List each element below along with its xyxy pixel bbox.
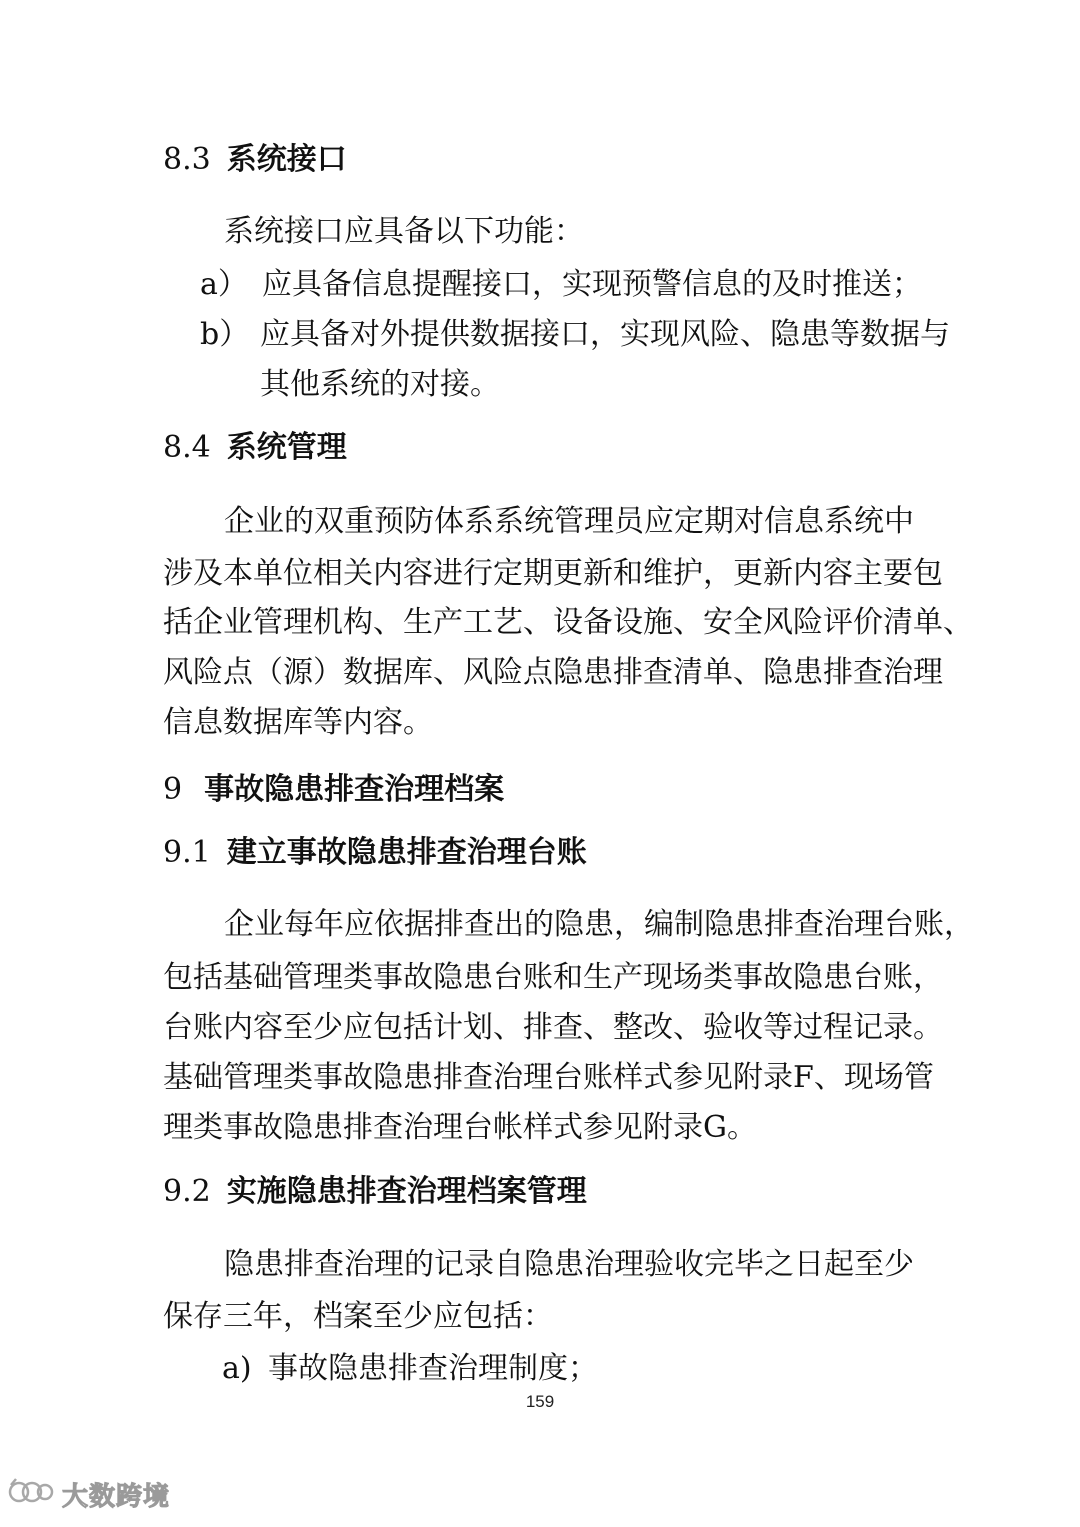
- section-title: 系统接口: [226, 142, 347, 177]
- section-heading-9-1: [163, 833, 587, 873]
- section-number: 8.4: [163, 430, 211, 465]
- chapter-number: 9: [163, 772, 183, 807]
- chapter-heading-9: [163, 770, 504, 810]
- section-title: 建立事故隐患排查治理台账: [226, 835, 587, 870]
- section-number: 9.2: [163, 1174, 211, 1209]
- section-heading-8-4: [163, 428, 347, 468]
- chapter-title: 事故隐患排查治理档案: [204, 772, 505, 807]
- list-item-a: [200, 265, 922, 305]
- paragraph-line: 隐患排查治理的记录自隐患治理验收完毕之日起至少: [224, 1247, 914, 1282]
- paragraph-line: 包括基础管理类事故隐患台账和生产现场类事故隐患台账，: [163, 960, 943, 995]
- paragraph-line: 涉及本单位相关内容进行定期更新和维护，更新内容主要包: [163, 556, 943, 591]
- paragraph-line: 台账内容至少应包括计划、排查、整改、验收等过程记录。: [163, 1010, 943, 1045]
- list-text: 应具备信息提醒接口，实现预警信息的及时推送；: [262, 267, 922, 302]
- list-marker: b）: [200, 317, 250, 352]
- section-heading-9-2: [163, 1172, 587, 1212]
- list-item-b-continuation: 其他系统的对接。: [260, 367, 500, 402]
- watermark-logo-icon: [8, 1475, 54, 1513]
- paragraph-line: 理类事故隐患排查治理台帐样式参见附录G。: [163, 1110, 757, 1145]
- list-item-b: [200, 315, 950, 355]
- paragraph-line: 信息数据库等内容。: [163, 705, 433, 740]
- list-marker: a): [222, 1351, 252, 1386]
- page-number: 159: [525, 1392, 555, 1411]
- list-text: 应具备对外提供数据接口，实现风险、隐患等数据与: [260, 317, 950, 352]
- section-number: 8.3: [163, 142, 211, 177]
- paragraph-line: 企业的双重预防体系系统管理员应定期对信息系统中: [224, 504, 914, 539]
- paragraph-line: 括企业管理机构、生产工艺、设备设施、安全风险评价清单、: [163, 605, 973, 640]
- paragraph-line: 保存三年，档案至少应包括：: [163, 1299, 553, 1334]
- section-title: 系统管理: [226, 430, 347, 465]
- paragraph-line: 企业每年应依据排查出的隐患，编制隐患排查治理台账，: [224, 907, 974, 942]
- paragraph-line: 系统接口应具备以下功能：: [224, 214, 584, 249]
- section-number: 9.1: [163, 835, 211, 870]
- list-marker: a）: [200, 267, 248, 302]
- paragraph-line: 风险点（源）数据库、风险点隐患排查清单、隐患排查治理: [163, 655, 943, 690]
- section-title: 实施隐患排查治理档案管理: [226, 1174, 587, 1209]
- watermark: [8, 1474, 170, 1514]
- section-heading-8-3: [163, 140, 347, 180]
- watermark-text: 大数跨境: [62, 1481, 171, 1512]
- list-item-a: [222, 1349, 598, 1389]
- paragraph-line: 基础管理类事故隐患排查治理台账样式参见附录F、现场管: [163, 1060, 934, 1095]
- list-text: 事故隐患排查治理制度；: [268, 1351, 598, 1386]
